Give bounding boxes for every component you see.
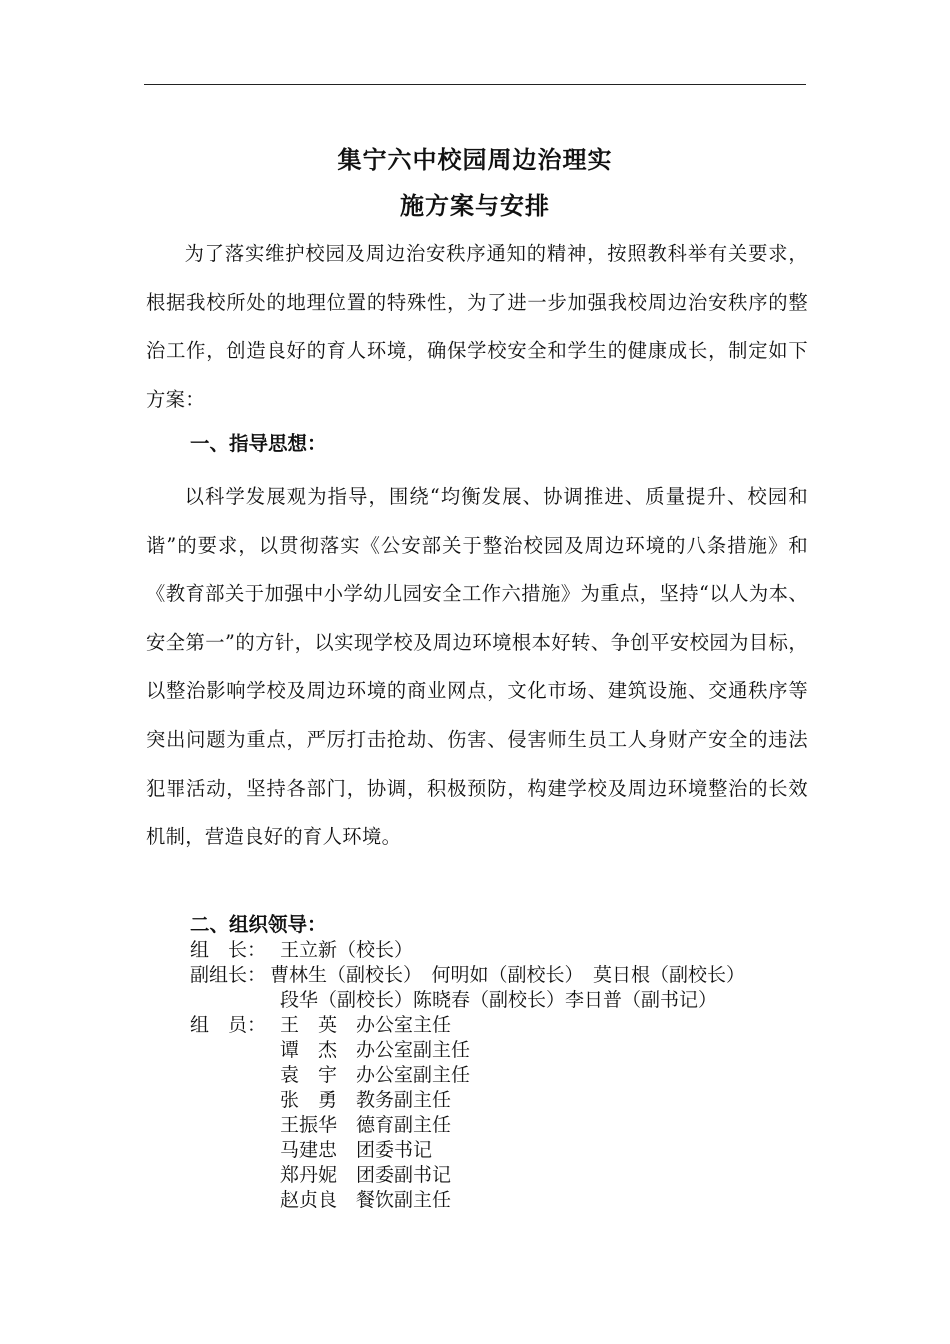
member-row: [190, 1138, 830, 1163]
member-name: 张 勇: [280, 1089, 338, 1111]
member-name: 袁 宇: [280, 1064, 338, 1086]
member-row: [190, 1013, 830, 1038]
member-name: 马建忠: [280, 1139, 338, 1161]
member-role: 团委副书记: [356, 1164, 452, 1186]
member-row: [190, 1113, 830, 1138]
leader-name: 王立新（校长）: [280, 939, 414, 961]
member-row: [190, 1163, 830, 1188]
leader-label: 组 长：: [190, 939, 267, 961]
intro-paragraph: 为了落实维护校园及周边治安秩序通知的精神，按照教科举有关要求，根据我校所处的地理位置的特殊性，为了进一步加强我校周边治安秩序的整治工作，创造良好的育人环境，确保学校安全和学生的健康成长，制定如下方案：: [146, 242, 808, 411]
header-rule: [144, 84, 806, 85]
deputy-names-line1: 曹林生（副校长） 何明如（副校长） 莫日根（副校长）: [270, 964, 746, 986]
member-row: [190, 1038, 830, 1063]
member-role: 餐饮副主任: [356, 1189, 452, 1211]
member-role: 办公室副主任: [356, 1064, 471, 1086]
section1-paragraph: 以科学发展观为指导，围绕“均衡发展、协调推进、质量提升、校园和谐”的要求，以贯彻落实《公安部关于整治校园及周边环境的八条措施》和《教育部关于加强中小学幼儿园安全工作六措施》为重点，坚持“以人为本、安全第一”的方针，以实现学校及周边环境根本好转、争创平安校园为目标，以整治影响学校及周边环境的商业网点，文化市场、建筑设施、交通秩序等突出问题为重点，严厉打击抢劫、伤害、侵害师生员工人身财产安全的违法犯罪活动，坚持各部门，协调，积极预防，构建学校及周边环境整治的长效机制，营造良好的育人环境。: [146, 485, 808, 849]
member-row: [190, 1063, 830, 1088]
member-row: [190, 1088, 830, 1113]
member-row: [190, 1188, 830, 1213]
member-role: 办公室副主任: [356, 1039, 471, 1061]
section2-heading: 二、组织领导：: [190, 913, 327, 936]
deputy-names-line2: 段华（副校长）陈晓春（副校长）李日普（副书记）: [280, 989, 718, 1011]
member-name: 赵贞良: [280, 1189, 338, 1211]
deputy-row-continued: [190, 988, 830, 1013]
deputy-row: [190, 963, 830, 988]
member-name: 王 英: [280, 1014, 338, 1036]
member-name: 王振华: [280, 1114, 338, 1136]
member-role: 德育副主任: [356, 1114, 452, 1136]
document-title-line1: 集宁六中校园周边治理实: [337, 146, 613, 174]
member-role: 教务副主任: [356, 1089, 452, 1111]
organization-list: [190, 938, 830, 1213]
document-title-line2: 施方案与安排: [400, 192, 550, 220]
deputy-label: 副组长：: [190, 964, 267, 986]
leader-row: [190, 938, 830, 963]
members-label: 组 员：: [190, 1014, 267, 1036]
member-role: 办公室主任: [356, 1014, 452, 1036]
section1-heading: 一、指导思想：: [190, 432, 327, 455]
member-role: 团委书记: [356, 1139, 433, 1161]
member-name: 郑丹妮: [280, 1164, 338, 1186]
member-name: 谭 杰: [280, 1039, 338, 1061]
